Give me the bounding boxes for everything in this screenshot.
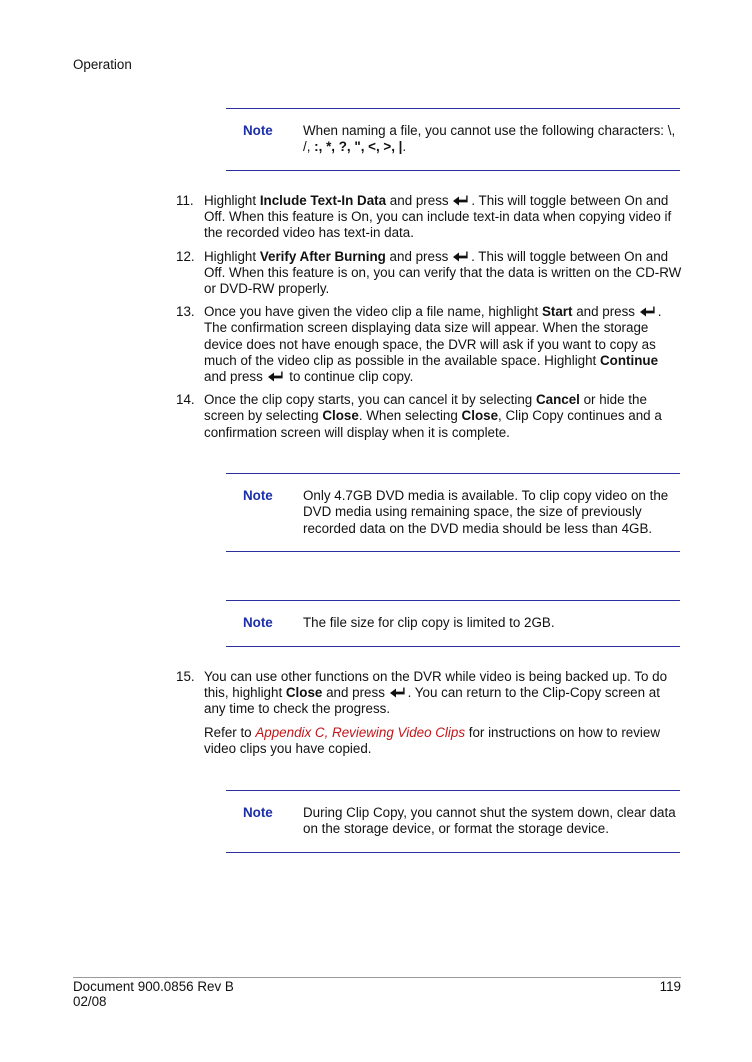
enter-key-icon <box>268 371 285 382</box>
step-number: 15. <box>176 669 195 684</box>
step-number: 11. <box>176 193 194 208</box>
steps-list-continued <box>176 669 684 757</box>
footer-doc-number: Document 900.0856 Rev B <box>73 979 234 994</box>
note-text: When naming a file, you cannot use the following characters: \, /, :, *, ?, ", <, >, |. <box>303 123 676 155</box>
page-header-section: Operation <box>73 57 132 72</box>
note-box <box>226 473 680 552</box>
footer-divider <box>73 977 681 978</box>
enter-key-icon <box>640 306 657 317</box>
list-item: 13. Once you have given the video clip a file name, highlight Start and press . The confirmation screen displaying data size will appear. When the storage device does not have enough space, the DVR will ask if you want to copy as much of the video clip as possible in the available space. Highlight Continue and press to continue clip copy. <box>176 304 662 385</box>
appendix-link[interactable]: Appendix C, Reviewing Video Clips <box>255 724 466 740</box>
steps-list <box>176 193 684 448</box>
note-text: During Clip Copy, you cannot shut the system down, clear data on the storage device, or format the storage device. <box>303 805 676 837</box>
note-label: Note <box>243 615 273 630</box>
page-number: 119 <box>659 979 681 994</box>
step-number: 13. <box>176 304 195 320</box>
list-item: 15. You can use other functions on the DVR while video is being backed up. To do this, highlight Close and press . You can return to the Clip-Copy screen at any time to check the progress. <box>176 669 668 717</box>
enter-key-icon <box>453 195 470 206</box>
list-item: 12. Highlight Verify After Burning and press . This will toggle between On and Off. When this feature is on, you can verify that the data is written on the CD-RW or DVD-RW properly. <box>176 248 682 297</box>
list-item: 14. Once the clip copy starts, you can cancel it by selecting Cancel or hide the screen by selecting Close. When selecting Close, Clip Copy continues and a confirmation screen will display when it is complete. <box>176 392 662 440</box>
note-box <box>226 108 680 171</box>
note-label: Note <box>243 123 273 138</box>
footer-document-info <box>73 979 234 1009</box>
enter-key-icon <box>390 687 407 698</box>
list-item: 11. Highlight Include Text-In Data and press . This will toggle between On and Off. When this feature is On, you can include text-in data when copying video if the recorded video has text-in data. <box>176 193 672 241</box>
note-text: Only 4.7GB DVD media is available. To clip copy video on the DVD media using remaining space, the size of previously recorded data on the DVD media should be less than 4GB. <box>303 488 669 536</box>
step-number: 14. <box>176 392 195 408</box>
refer-paragraph: Refer to Appendix C, Reviewing Video Clips for instructions on how to review video clips you have copied. <box>204 724 661 756</box>
footer-date: 02/08 <box>73 994 107 1009</box>
note-label: Note <box>243 488 273 503</box>
note-box <box>226 600 680 647</box>
note-text: The file size for clip copy is limited to 2GB. <box>303 615 555 630</box>
note-label: Note <box>243 805 273 820</box>
note-box <box>226 790 680 853</box>
enter-key-icon <box>453 251 470 262</box>
step-number: 12. <box>176 248 195 264</box>
